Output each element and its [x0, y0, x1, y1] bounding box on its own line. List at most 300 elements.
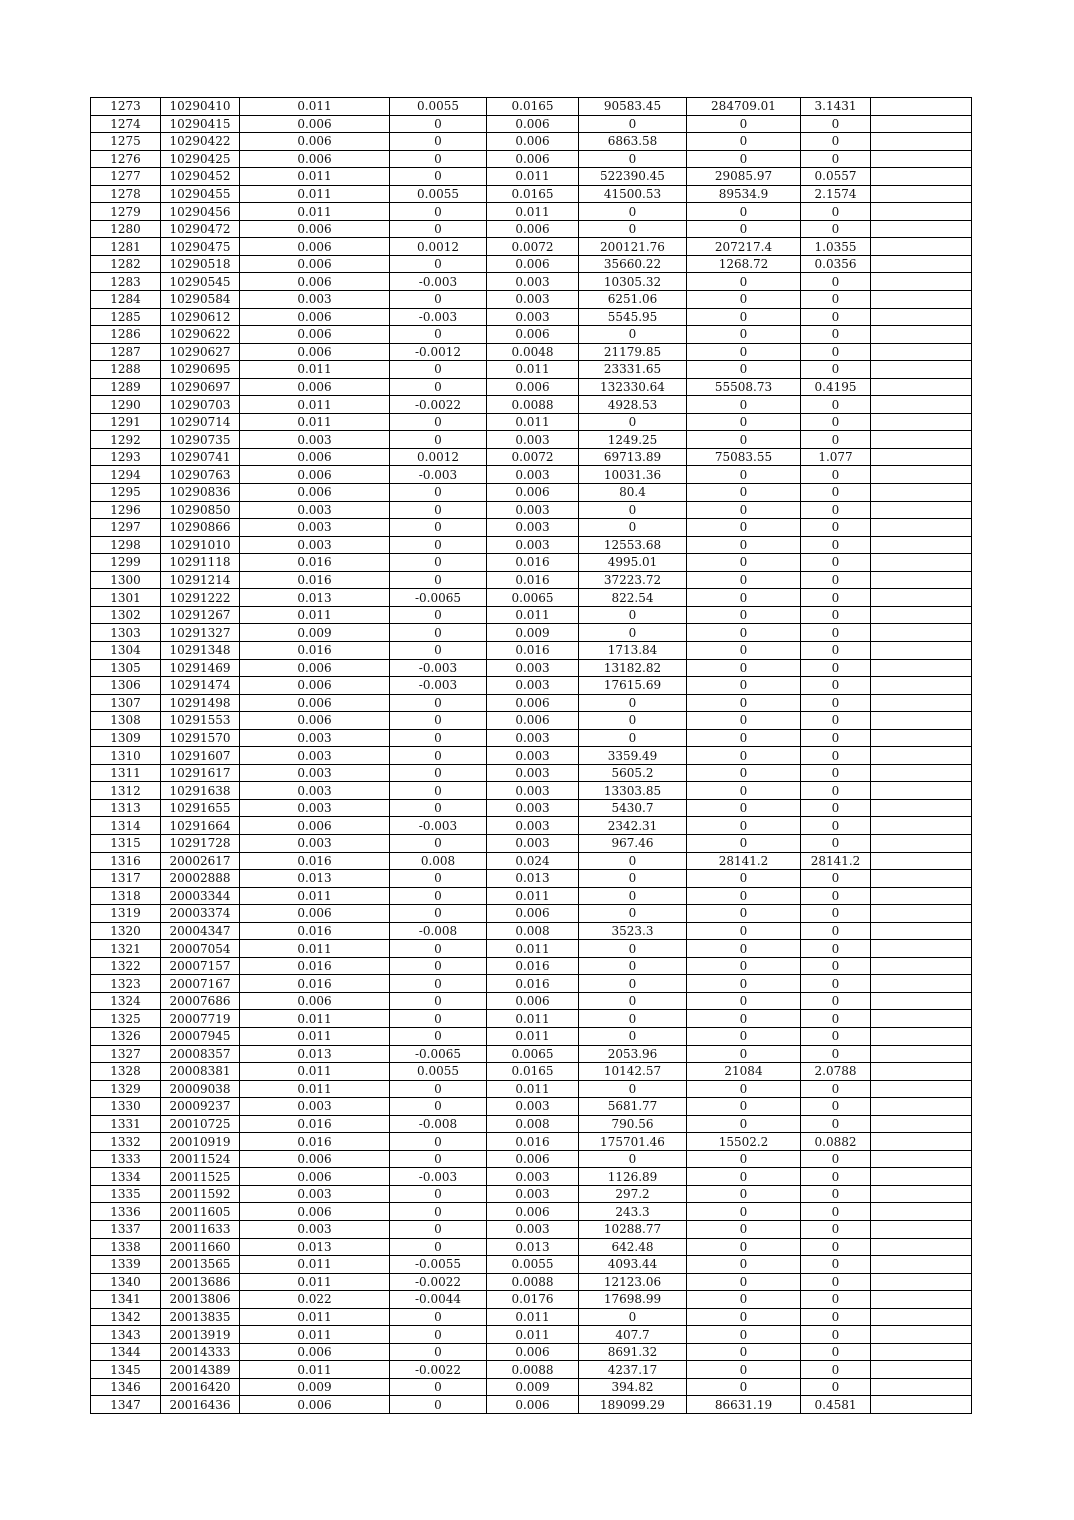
value-cell: 0	[687, 922, 801, 940]
blank-cell	[871, 834, 972, 852]
adjusted-rate-cell: 0.0072	[487, 448, 579, 466]
row-number-cell: 1281	[91, 238, 161, 256]
ratio-cell: 0	[801, 554, 871, 572]
ratio-cell: 0	[801, 484, 871, 502]
adjusted-rate-cell: 0.013	[487, 1238, 579, 1256]
blank-cell	[871, 589, 972, 607]
code-cell: 20008381	[161, 1063, 240, 1081]
table-row	[91, 624, 972, 642]
ratio-cell: 0.4581	[801, 1396, 871, 1414]
row-number-cell: 1320	[91, 922, 161, 940]
adjusted-rate-cell: 0.003	[487, 273, 579, 291]
blank-cell	[871, 606, 972, 624]
amount-cell: 0	[579, 1308, 687, 1326]
adjusted-rate-cell: 0.006	[487, 220, 579, 238]
amount-cell: 0	[579, 501, 687, 519]
row-number-cell: 1324	[91, 992, 161, 1010]
table-row	[91, 203, 972, 221]
table-row	[91, 1063, 972, 1081]
rate-cell: 0.003	[240, 431, 390, 449]
adjustment-cell: -0.0065	[390, 589, 487, 607]
blank-cell	[871, 326, 972, 344]
amount-cell: 0	[579, 115, 687, 133]
table-row	[91, 1203, 972, 1221]
table-row	[91, 1027, 972, 1045]
adjustment-cell: -0.0012	[390, 343, 487, 361]
code-cell: 10290697	[161, 378, 240, 396]
blank-cell	[871, 940, 972, 958]
row-number-cell: 1295	[91, 484, 161, 502]
value-cell: 0	[687, 1343, 801, 1361]
value-cell: 0	[687, 1203, 801, 1221]
table-row	[91, 852, 972, 870]
amount-cell: 0	[579, 870, 687, 888]
value-cell: 0	[687, 308, 801, 326]
ratio-cell: 0	[801, 1098, 871, 1116]
rate-cell: 0.011	[240, 887, 390, 905]
row-number-cell: 1292	[91, 431, 161, 449]
rate-cell: 0.016	[240, 922, 390, 940]
rate-cell: 0.003	[240, 1185, 390, 1203]
code-cell: 20007719	[161, 1010, 240, 1028]
amount-cell: 4237.17	[579, 1361, 687, 1379]
ratio-cell: 0	[801, 1273, 871, 1291]
amount-cell: 5681.77	[579, 1098, 687, 1116]
blank-cell	[871, 554, 972, 572]
adjustment-cell: 0	[390, 1150, 487, 1168]
value-cell: 0	[687, 782, 801, 800]
value-cell: 0	[687, 694, 801, 712]
adjustment-cell: 0	[390, 905, 487, 923]
code-cell: 10290714	[161, 413, 240, 431]
rate-cell: 0.006	[240, 677, 390, 695]
adjustment-cell: 0	[390, 1133, 487, 1151]
amount-cell: 6863.58	[579, 133, 687, 151]
row-number-cell: 1291	[91, 413, 161, 431]
ratio-cell: 3.1431	[801, 98, 871, 116]
value-cell: 0	[687, 1168, 801, 1186]
blank-cell	[871, 203, 972, 221]
ratio-cell: 0	[801, 940, 871, 958]
blank-cell	[871, 887, 972, 905]
ratio-cell: 2.0788	[801, 1063, 871, 1081]
blank-cell	[871, 1291, 972, 1309]
code-cell: 20011660	[161, 1238, 240, 1256]
amount-cell: 822.54	[579, 589, 687, 607]
code-cell: 10290455	[161, 185, 240, 203]
adjusted-rate-cell: 0.011	[487, 1010, 579, 1028]
code-cell: 10291118	[161, 554, 240, 572]
row-number-cell: 1330	[91, 1098, 161, 1116]
rate-cell: 0.006	[240, 1168, 390, 1186]
row-number-cell: 1280	[91, 220, 161, 238]
rate-cell: 0.011	[240, 1063, 390, 1081]
row-number-cell: 1309	[91, 729, 161, 747]
table-row	[91, 606, 972, 624]
blank-cell	[871, 571, 972, 589]
row-number-cell: 1286	[91, 326, 161, 344]
code-cell: 10291214	[161, 571, 240, 589]
adjustment-cell: -0.003	[390, 677, 487, 695]
row-number-cell: 1342	[91, 1308, 161, 1326]
adjustment-cell: 0	[390, 413, 487, 431]
rate-cell: 0.011	[240, 1080, 390, 1098]
value-cell: 0	[687, 1045, 801, 1063]
table-row	[91, 273, 972, 291]
code-cell: 10290866	[161, 519, 240, 537]
rate-cell: 0.006	[240, 466, 390, 484]
row-number-cell: 1312	[91, 782, 161, 800]
rate-cell: 0.003	[240, 782, 390, 800]
amount-cell: 5605.2	[579, 764, 687, 782]
adjusted-rate-cell: 0.003	[487, 1185, 579, 1203]
row-number-cell: 1277	[91, 168, 161, 186]
adjustment-cell: 0	[390, 1238, 487, 1256]
ratio-cell: 0	[801, 641, 871, 659]
value-cell: 0	[687, 659, 801, 677]
adjustment-cell: -0.003	[390, 659, 487, 677]
blank-cell	[871, 1343, 972, 1361]
row-number-cell: 1308	[91, 712, 161, 730]
row-number-cell: 1327	[91, 1045, 161, 1063]
row-number-cell: 1303	[91, 624, 161, 642]
row-number-cell: 1328	[91, 1063, 161, 1081]
ratio-cell: 1.077	[801, 448, 871, 466]
blank-cell	[871, 308, 972, 326]
ratio-cell: 0	[801, 1150, 871, 1168]
blank-cell	[871, 466, 972, 484]
adjustment-cell: 0	[390, 1098, 487, 1116]
blank-cell	[871, 378, 972, 396]
ratio-cell: 0	[801, 1045, 871, 1063]
adjustment-cell: -0.008	[390, 922, 487, 940]
rate-cell: 0.011	[240, 203, 390, 221]
adjustment-cell: 0	[390, 378, 487, 396]
value-cell: 0	[687, 1115, 801, 1133]
rate-cell: 0.006	[240, 238, 390, 256]
blank-cell	[871, 291, 972, 309]
rate-cell: 0.006	[240, 115, 390, 133]
code-cell: 10290763	[161, 466, 240, 484]
row-number-cell: 1317	[91, 870, 161, 888]
adjusted-rate-cell: 0.006	[487, 1343, 579, 1361]
rate-cell: 0.016	[240, 641, 390, 659]
adjusted-rate-cell: 0.006	[487, 1203, 579, 1221]
adjusted-rate-cell: 0.011	[487, 1080, 579, 1098]
amount-cell: 17698.99	[579, 1291, 687, 1309]
amount-cell: 200121.76	[579, 238, 687, 256]
blank-cell	[871, 396, 972, 414]
row-number-cell: 1343	[91, 1326, 161, 1344]
adjusted-rate-cell: 0.0165	[487, 98, 579, 116]
ratio-cell: 0	[801, 1221, 871, 1239]
code-cell: 10291655	[161, 799, 240, 817]
rate-cell: 0.013	[240, 589, 390, 607]
code-cell: 10291570	[161, 729, 240, 747]
adjusted-rate-cell: 0.011	[487, 361, 579, 379]
row-number-cell: 1296	[91, 501, 161, 519]
blank-cell	[871, 361, 972, 379]
adjusted-rate-cell: 0.0065	[487, 589, 579, 607]
amount-cell: 10305.32	[579, 273, 687, 291]
rate-cell: 0.003	[240, 1221, 390, 1239]
row-number-cell: 1287	[91, 343, 161, 361]
value-cell: 0	[687, 1273, 801, 1291]
adjusted-rate-cell: 0.003	[487, 659, 579, 677]
blank-cell	[871, 1378, 972, 1396]
adjustment-cell: 0	[390, 729, 487, 747]
adjustment-cell: 0.0012	[390, 448, 487, 466]
table-row	[91, 1010, 972, 1028]
ratio-cell: 0	[801, 1203, 871, 1221]
rate-cell: 0.006	[240, 694, 390, 712]
rate-cell: 0.011	[240, 1273, 390, 1291]
table-row	[91, 677, 972, 695]
amount-cell: 0	[579, 1080, 687, 1098]
row-number-cell: 1279	[91, 203, 161, 221]
adjustment-cell: 0.0012	[390, 238, 487, 256]
blank-cell	[871, 905, 972, 923]
rate-cell: 0.011	[240, 361, 390, 379]
blank-cell	[871, 1010, 972, 1028]
table-row	[91, 1256, 972, 1274]
table-row	[91, 519, 972, 537]
ratio-cell: 0	[801, 659, 871, 677]
value-cell: 0	[687, 519, 801, 537]
blank-cell	[871, 1115, 972, 1133]
row-number-cell: 1273	[91, 98, 161, 116]
rate-cell: 0.006	[240, 448, 390, 466]
blank-cell	[871, 1361, 972, 1379]
adjusted-rate-cell: 0.006	[487, 150, 579, 168]
code-cell: 20014389	[161, 1361, 240, 1379]
row-number-cell: 1347	[91, 1396, 161, 1414]
ratio-cell: 0	[801, 1308, 871, 1326]
code-cell: 10290472	[161, 220, 240, 238]
amount-cell: 790.56	[579, 1115, 687, 1133]
row-number-cell: 1339	[91, 1256, 161, 1274]
table-row	[91, 150, 972, 168]
value-cell: 28141.2	[687, 852, 801, 870]
rate-cell: 0.006	[240, 1203, 390, 1221]
ratio-cell: 2.1574	[801, 185, 871, 203]
ratio-cell: 1.0355	[801, 238, 871, 256]
blank-cell	[871, 1326, 972, 1344]
table-row	[91, 694, 972, 712]
amount-cell: 0	[579, 1027, 687, 1045]
adjusted-rate-cell: 0.006	[487, 1150, 579, 1168]
value-cell: 0	[687, 1291, 801, 1309]
amount-cell: 1713.84	[579, 641, 687, 659]
ratio-cell: 0.0882	[801, 1133, 871, 1151]
ratio-cell: 0	[801, 396, 871, 414]
adjustment-cell: 0	[390, 782, 487, 800]
adjusted-rate-cell: 0.003	[487, 729, 579, 747]
adjustment-cell: 0	[390, 992, 487, 1010]
table-row	[91, 1343, 972, 1361]
value-cell: 0	[687, 133, 801, 151]
code-cell: 10291498	[161, 694, 240, 712]
code-cell: 20009237	[161, 1098, 240, 1116]
row-number-cell: 1290	[91, 396, 161, 414]
ratio-cell: 0	[801, 834, 871, 852]
code-cell: 20013835	[161, 1308, 240, 1326]
value-cell: 0	[687, 624, 801, 642]
blank-cell	[871, 747, 972, 765]
row-number-cell: 1332	[91, 1133, 161, 1151]
code-cell: 20009038	[161, 1080, 240, 1098]
table-row	[91, 378, 972, 396]
amount-cell: 0	[579, 712, 687, 730]
row-number-cell: 1278	[91, 185, 161, 203]
value-cell: 0	[687, 571, 801, 589]
adjustment-cell: -0.0022	[390, 1273, 487, 1291]
ratio-cell: 0	[801, 326, 871, 344]
adjustment-cell: 0	[390, 484, 487, 502]
value-cell: 0	[687, 677, 801, 695]
code-cell: 10291327	[161, 624, 240, 642]
adjustment-cell: 0	[390, 870, 487, 888]
blank-cell	[871, 659, 972, 677]
code-cell: 10290422	[161, 133, 240, 151]
rate-cell: 0.003	[240, 536, 390, 554]
adjusted-rate-cell: 0.011	[487, 887, 579, 905]
amount-cell: 0	[579, 150, 687, 168]
table-row	[91, 1168, 972, 1186]
value-cell: 0	[687, 887, 801, 905]
amount-cell: 175701.46	[579, 1133, 687, 1151]
table-row	[91, 922, 972, 940]
code-cell: 10290415	[161, 115, 240, 133]
ratio-cell: 0	[801, 1185, 871, 1203]
ratio-cell: 0	[801, 1027, 871, 1045]
blank-cell	[871, 1256, 972, 1274]
ratio-cell: 0	[801, 133, 871, 151]
row-number-cell: 1334	[91, 1168, 161, 1186]
adjustment-cell: 0	[390, 1010, 487, 1028]
row-number-cell: 1310	[91, 747, 161, 765]
ratio-cell: 0	[801, 694, 871, 712]
table-row	[91, 431, 972, 449]
row-number-cell: 1304	[91, 641, 161, 659]
value-cell: 0	[687, 291, 801, 309]
table-row	[91, 1115, 972, 1133]
blank-cell	[871, 1063, 972, 1081]
adjusted-rate-cell: 0.006	[487, 905, 579, 923]
value-cell: 0	[687, 712, 801, 730]
adjusted-rate-cell: 0.011	[487, 168, 579, 186]
value-cell: 0	[687, 484, 801, 502]
value-cell: 89534.9	[687, 185, 801, 203]
adjusted-rate-cell: 0.003	[487, 677, 579, 695]
table-row	[91, 1098, 972, 1116]
code-cell: 10290695	[161, 361, 240, 379]
table-row	[91, 291, 972, 309]
amount-cell: 69713.89	[579, 448, 687, 466]
blank-cell	[871, 1027, 972, 1045]
code-cell: 10291222	[161, 589, 240, 607]
adjusted-rate-cell: 0.003	[487, 519, 579, 537]
amount-cell: 8691.32	[579, 1343, 687, 1361]
ratio-cell: 0	[801, 870, 871, 888]
value-cell: 0	[687, 326, 801, 344]
code-cell: 20013806	[161, 1291, 240, 1309]
rate-cell: 0.006	[240, 712, 390, 730]
code-cell: 20013686	[161, 1273, 240, 1291]
table-row	[91, 1133, 972, 1151]
ratio-cell: 0	[801, 361, 871, 379]
adjustment-cell: 0	[390, 641, 487, 659]
amount-cell: 41500.53	[579, 185, 687, 203]
row-number-cell: 1284	[91, 291, 161, 309]
adjusted-rate-cell: 0.003	[487, 764, 579, 782]
code-cell: 10290425	[161, 150, 240, 168]
blank-cell	[871, 641, 972, 659]
adjusted-rate-cell: 0.006	[487, 694, 579, 712]
adjusted-rate-cell: 0.006	[487, 992, 579, 1010]
table-row	[91, 571, 972, 589]
row-number-cell: 1329	[91, 1080, 161, 1098]
value-cell: 0	[687, 606, 801, 624]
rate-cell: 0.009	[240, 624, 390, 642]
table-row	[91, 659, 972, 677]
code-cell: 10291267	[161, 606, 240, 624]
ratio-cell: 0	[801, 799, 871, 817]
amount-cell: 13182.82	[579, 659, 687, 677]
amount-cell: 0	[579, 940, 687, 958]
code-cell: 10290410	[161, 98, 240, 116]
adjusted-rate-cell: 0.016	[487, 554, 579, 572]
blank-cell	[871, 1133, 972, 1151]
adjustment-cell: 0	[390, 957, 487, 975]
row-number-cell: 1346	[91, 1378, 161, 1396]
adjusted-rate-cell: 0.011	[487, 1308, 579, 1326]
ratio-cell: 0	[801, 747, 871, 765]
rate-cell: 0.003	[240, 764, 390, 782]
blank-cell	[871, 431, 972, 449]
code-cell: 20007686	[161, 992, 240, 1010]
adjustment-cell: 0	[390, 1027, 487, 1045]
table-row	[91, 1378, 972, 1396]
adjusted-rate-cell: 0.0065	[487, 1045, 579, 1063]
adjustment-cell: 0	[390, 501, 487, 519]
blank-cell	[871, 817, 972, 835]
row-number-cell: 1299	[91, 554, 161, 572]
code-cell: 20011525	[161, 1168, 240, 1186]
adjusted-rate-cell: 0.016	[487, 1133, 579, 1151]
adjusted-rate-cell: 0.011	[487, 606, 579, 624]
ratio-cell: 0	[801, 1291, 871, 1309]
value-cell: 0	[687, 203, 801, 221]
rate-cell: 0.006	[240, 150, 390, 168]
row-number-cell: 1319	[91, 905, 161, 923]
adjustment-cell: 0	[390, 291, 487, 309]
adjustment-cell: 0	[390, 1378, 487, 1396]
adjusted-rate-cell: 0.003	[487, 501, 579, 519]
row-number-cell: 1276	[91, 150, 161, 168]
code-cell: 10290741	[161, 448, 240, 466]
adjusted-rate-cell: 0.006	[487, 115, 579, 133]
code-cell: 10290622	[161, 326, 240, 344]
value-cell: 29085.97	[687, 168, 801, 186]
blank-cell	[871, 255, 972, 273]
code-cell: 20007157	[161, 957, 240, 975]
table-row	[91, 554, 972, 572]
amount-cell: 2342.31	[579, 817, 687, 835]
row-number-cell: 1285	[91, 308, 161, 326]
adjusted-rate-cell: 0.011	[487, 413, 579, 431]
code-cell: 10290475	[161, 238, 240, 256]
